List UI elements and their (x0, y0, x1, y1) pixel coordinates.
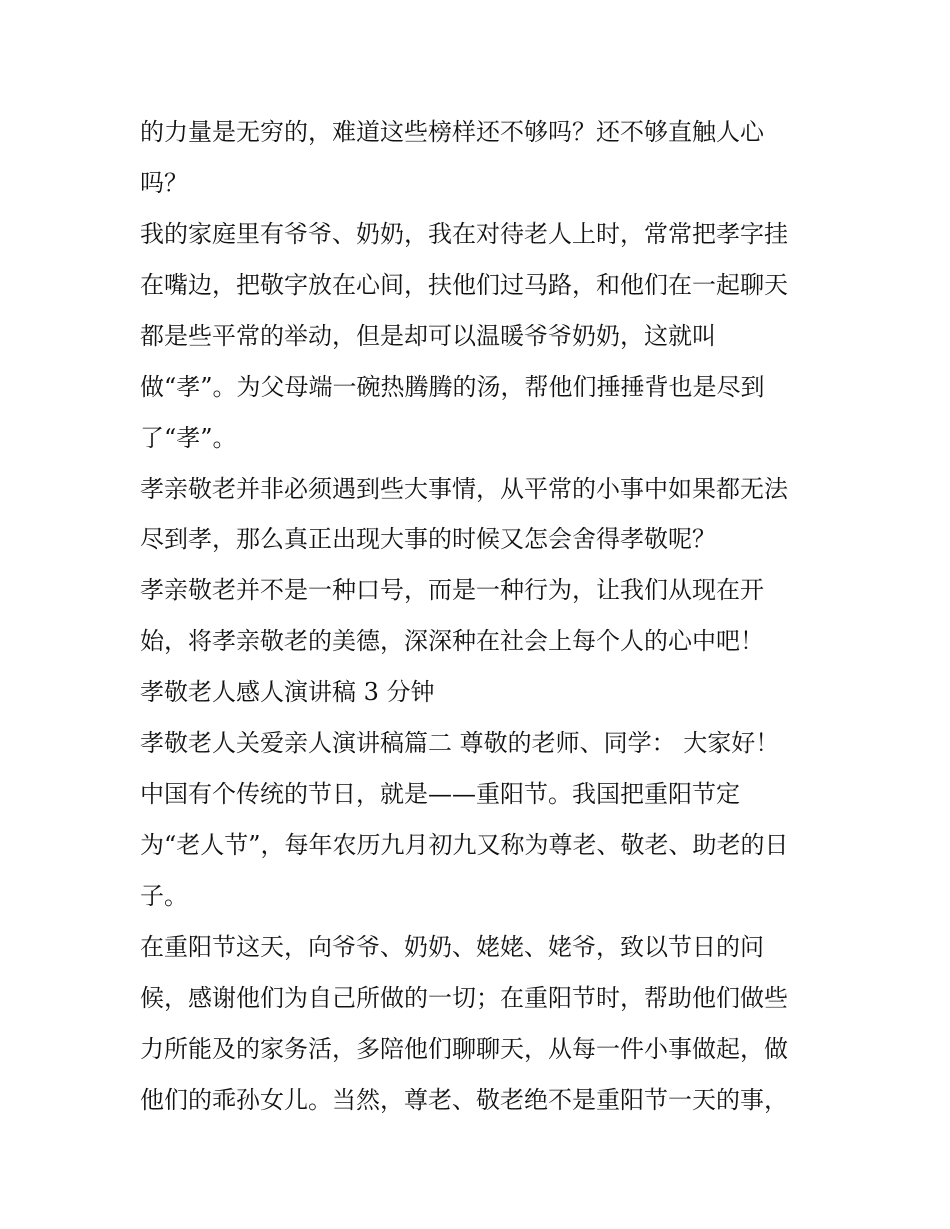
text-line: 候，感谢他们为自己所做的一切；在重阳节时，帮助他们做些 (140, 984, 788, 1012)
text-line: 的力量是无穷的，难道这些榜样还不够吗？还不够直触人心 (140, 118, 764, 146)
text-line: 吗？ (140, 169, 188, 197)
text-line: 中国有个传统的节日，就是——重阳节。我国把重阳节定 (140, 780, 740, 808)
text-line: 力所能及的家务活，多陪他们聊聊天，从每一件小事做起，做 (140, 1035, 788, 1063)
text-line: 尽到孝，那么真正出现大事的时候又怎会舍得孝敬呢？ (140, 525, 716, 553)
text-line: 始，将孝亲敬老的美德，深深种在社会上每个人的心中吧！ (140, 627, 764, 655)
text-line: 孝亲敬老并非必须遇到些大事情，从平常的小事中如果都无法 (140, 475, 788, 503)
text-line: 我的家庭里有爷爷、奶奶，我在对待老人上时，常常把孝字挂 (140, 220, 788, 248)
text-line: 他们的乖孙女儿。当然，尊老、敬老绝不是重阳节一天的事， (140, 1086, 788, 1114)
text-line: 孝亲敬老并不是一种口号，而是一种行为，让我们从现在开 (140, 576, 764, 604)
text-line: 孝敬老人关爱亲人演讲稿篇二 尊敬的老师、同学： 大家好！ (140, 729, 780, 757)
text-line: 为“老人节”，每年农历九月初九又称为尊老、敬老、助老的日 (140, 831, 789, 859)
text-line: 子。 (140, 882, 188, 910)
text-line: 做“孝”。为父母端一碗热腾腾的汤，帮他们捶捶背也是尽到 (140, 373, 765, 401)
text-line: 在嘴边，把敬字放在心间，扶他们过马路，和他们在一起聊天 (140, 271, 788, 299)
section-heading: 孝敬老人感人演讲稿 3 分钟 (140, 678, 435, 706)
text-line: 了“孝”。 (140, 424, 237, 452)
text-line: 在重阳节这天，向爷爷、奶奶、姥姥、姥爷，致以节日的问 (140, 933, 764, 961)
text-line: 都是些平常的举动，但是却可以温暖爷爷奶奶，这就叫 (140, 322, 716, 350)
